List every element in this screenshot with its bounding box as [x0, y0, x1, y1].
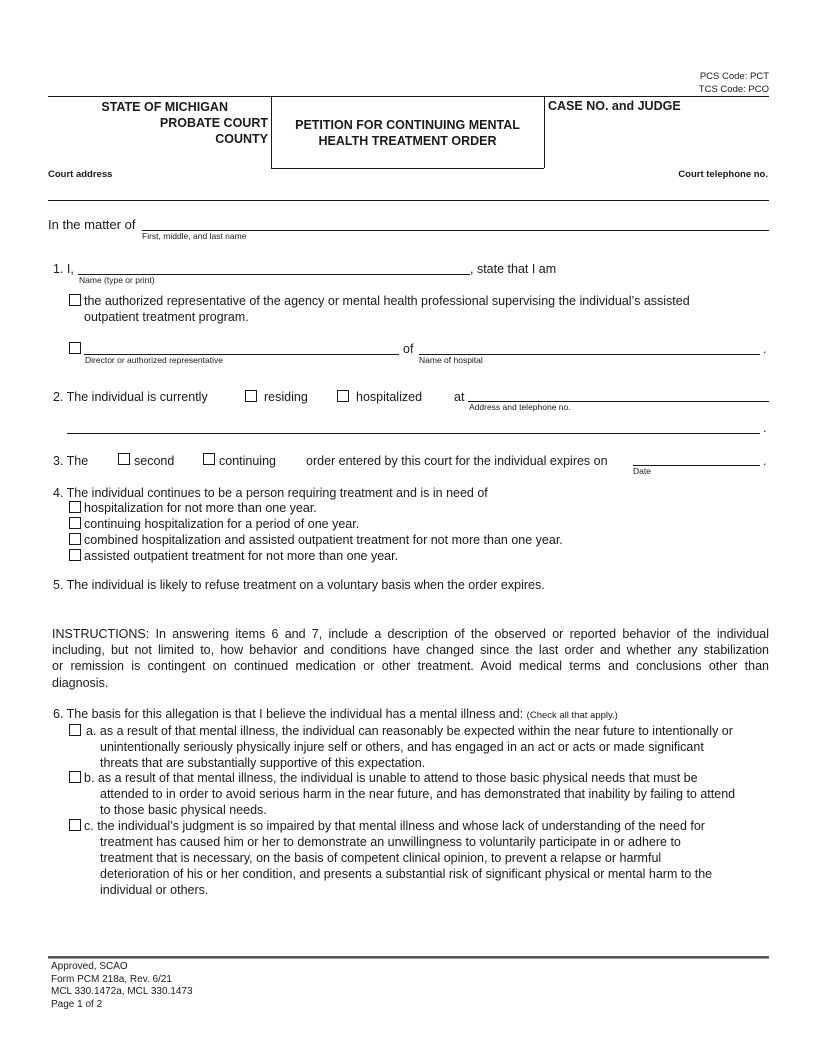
header-top-rule [48, 96, 769, 97]
expiration-date-field[interactable] [633, 465, 760, 466]
item4-option3-label: combined hospitalization and assisted outpatient treatment for not more than one year. [84, 533, 563, 547]
form-title [271, 117, 544, 149]
footer-form: Form PCM 218a, Rev. 6/21 [51, 973, 172, 985]
tcs-code: TCS Code: PCO [698, 84, 769, 95]
state-name: STATE OF MICHIGAN [101, 100, 228, 114]
court-address-label: Court address [48, 169, 113, 180]
item6c-line5: individual or others. [100, 883, 209, 897]
continuing-label: continuing [219, 454, 276, 468]
item6c-line1: c. the individual’s judgment is so impaired by that mental illness and whose lack of understanding of the need for [84, 819, 705, 833]
instructions-line1: INSTRUCTIONS: In answering items 6 and 7, include a description of the observed or reported behavior of the individual [52, 627, 769, 641]
item6c-line2: treatment has caused him or her to demonstrate an unwillingness to voluntarily participate in or adhere to [100, 835, 681, 849]
instructions-line4: diagnosis. [52, 675, 109, 690]
item6-check-note: (Check all that apply.) [526, 710, 618, 721]
item6b-checkbox[interactable] [69, 771, 81, 783]
item4-label: 4. The individual continues to be a person requiring treatment and is in need of [53, 486, 488, 500]
item6c-line4: deterioration of his or her condition, and presents a substantial risk of significant physical or mental harm to the [100, 867, 713, 881]
form-codes [699, 70, 769, 96]
director-sublabel: Director or authorized representative [85, 355, 223, 365]
item2-period: . [763, 421, 767, 435]
item6a-text [86, 723, 770, 771]
director-checkbox[interactable] [69, 342, 81, 354]
item1-suffix: , state that I am [470, 262, 557, 276]
item4-option1-checkbox[interactable] [69, 501, 81, 513]
authorized-rep-line1: the authorized representative of the agency or mental health professional supervising the individual’s assisted [84, 294, 690, 308]
item2-label: 2. The individual is currently [53, 390, 208, 404]
item6b-line2: attended to in order to avoid serious harm in the near future, and has demonstrated that inability by failing to attend [100, 787, 736, 801]
item6a-line1: a. as a result of that mental illness, the individual can reasonably be expected within the near future to intentionally or [86, 724, 733, 738]
header-title-bottom-rule [271, 168, 544, 169]
instructions-line2: including, but not limited to, how behavior and conditions have changed since the last order and whether any stabilization [52, 643, 769, 658]
at-label: at [454, 390, 465, 404]
authorized-rep-checkbox[interactable] [69, 294, 81, 306]
instructions-block [52, 626, 769, 691]
residing-label: residing [264, 390, 308, 404]
court-phone-label: Court telephone no. [678, 169, 768, 180]
footer-rule [48, 956, 769, 959]
item6c-text [84, 818, 770, 898]
item4-option4-label: assisted outpatient treatment for not more than one year. [84, 549, 399, 563]
court-name: PROBATE COURT [159, 116, 268, 130]
item6a-line3: threats that are substantially supportive of this expectation. [100, 756, 426, 770]
item4-option1-label: hospitalization for not more than one year. [84, 501, 317, 515]
footer-mcl: MCL 330.1472a, MCL 330.1473 [51, 986, 193, 997]
item4-option4-checkbox[interactable] [69, 549, 81, 561]
form-title-line2: HEALTH TREATMENT ORDER [318, 134, 497, 148]
hospital-sublabel: Name of hospital [419, 355, 483, 365]
item1-period: . [763, 342, 767, 356]
item6b-text [84, 770, 770, 818]
item6-heading [53, 707, 618, 721]
court-heading [48, 99, 268, 147]
of-label: of [403, 342, 414, 356]
address-field-line2[interactable] [67, 433, 760, 434]
hospitalized-label: hospitalized [356, 390, 423, 404]
petitioner-name-sublabel: Name (type or print) [79, 275, 155, 285]
continuing-checkbox[interactable] [203, 453, 215, 465]
address-sublabel: Address and telephone no. [469, 402, 571, 412]
matter-label: In the matter of [48, 217, 136, 232]
pcs-code: PCS Code: PCT [699, 71, 769, 82]
residing-checkbox[interactable] [245, 390, 257, 402]
item6c-checkbox[interactable] [69, 819, 81, 831]
item6b-line3: to those basic physical needs. [100, 803, 267, 817]
item6a-line2: unintentionally seriously physically injure self or others, and has engaged in an act or acts or made significant [100, 740, 704, 754]
date-sublabel: Date [633, 466, 651, 476]
item6b-line1: b. as a result of that mental illness, the individual is unable to attend to those basic physical needs that must be [84, 771, 698, 785]
item6c-line3: treatment that is necessary, on the basis of competent clinical opinion, to prevent a relapse or harmful [100, 851, 662, 865]
item6-label: 6. The basis for this allegation is that I believe the individual has a mental illness and: [53, 707, 524, 721]
form-title-line1: PETITION FOR CONTINUING MENTAL [295, 118, 520, 132]
court-address-field[interactable] [48, 200, 769, 201]
matter-name-sublabel: First, middle, and last name [142, 231, 247, 241]
second-label: second [134, 454, 175, 468]
county-label: COUNTY [215, 132, 268, 146]
authorized-rep-text [84, 293, 690, 325]
item5-text: 5. The individual is likely to refuse treatment on a voluntary basis when the order expires. [53, 578, 545, 592]
footer-approved: Approved, SCAO [51, 961, 128, 972]
item4-option3-checkbox[interactable] [69, 533, 81, 545]
item3-label: 3. The [53, 454, 89, 468]
item3-text: order entered by this court for the individual expires on [306, 454, 608, 468]
header-divider-right [544, 96, 545, 168]
instructions-line3: or remission is contingent on continued medication or other treatment. Avoid medical terms and conclusions other than [52, 659, 769, 674]
item4-option2-checkbox[interactable] [69, 517, 81, 529]
item1-prefix: 1. I, [53, 262, 74, 276]
case-no-label: CASE NO. and JUDGE [548, 99, 681, 113]
item3-period: . [763, 454, 767, 468]
footer-info [51, 961, 193, 1011]
second-checkbox[interactable] [118, 453, 130, 465]
footer-page: Page 1 of 2 [51, 998, 103, 1010]
item4-option2-label: continuing hospitalization for a period of one year. [84, 517, 360, 531]
item6a-checkbox[interactable] [69, 724, 81, 736]
authorized-rep-line2: outpatient treatment program. [84, 310, 249, 324]
hospitalized-checkbox[interactable] [337, 390, 349, 402]
